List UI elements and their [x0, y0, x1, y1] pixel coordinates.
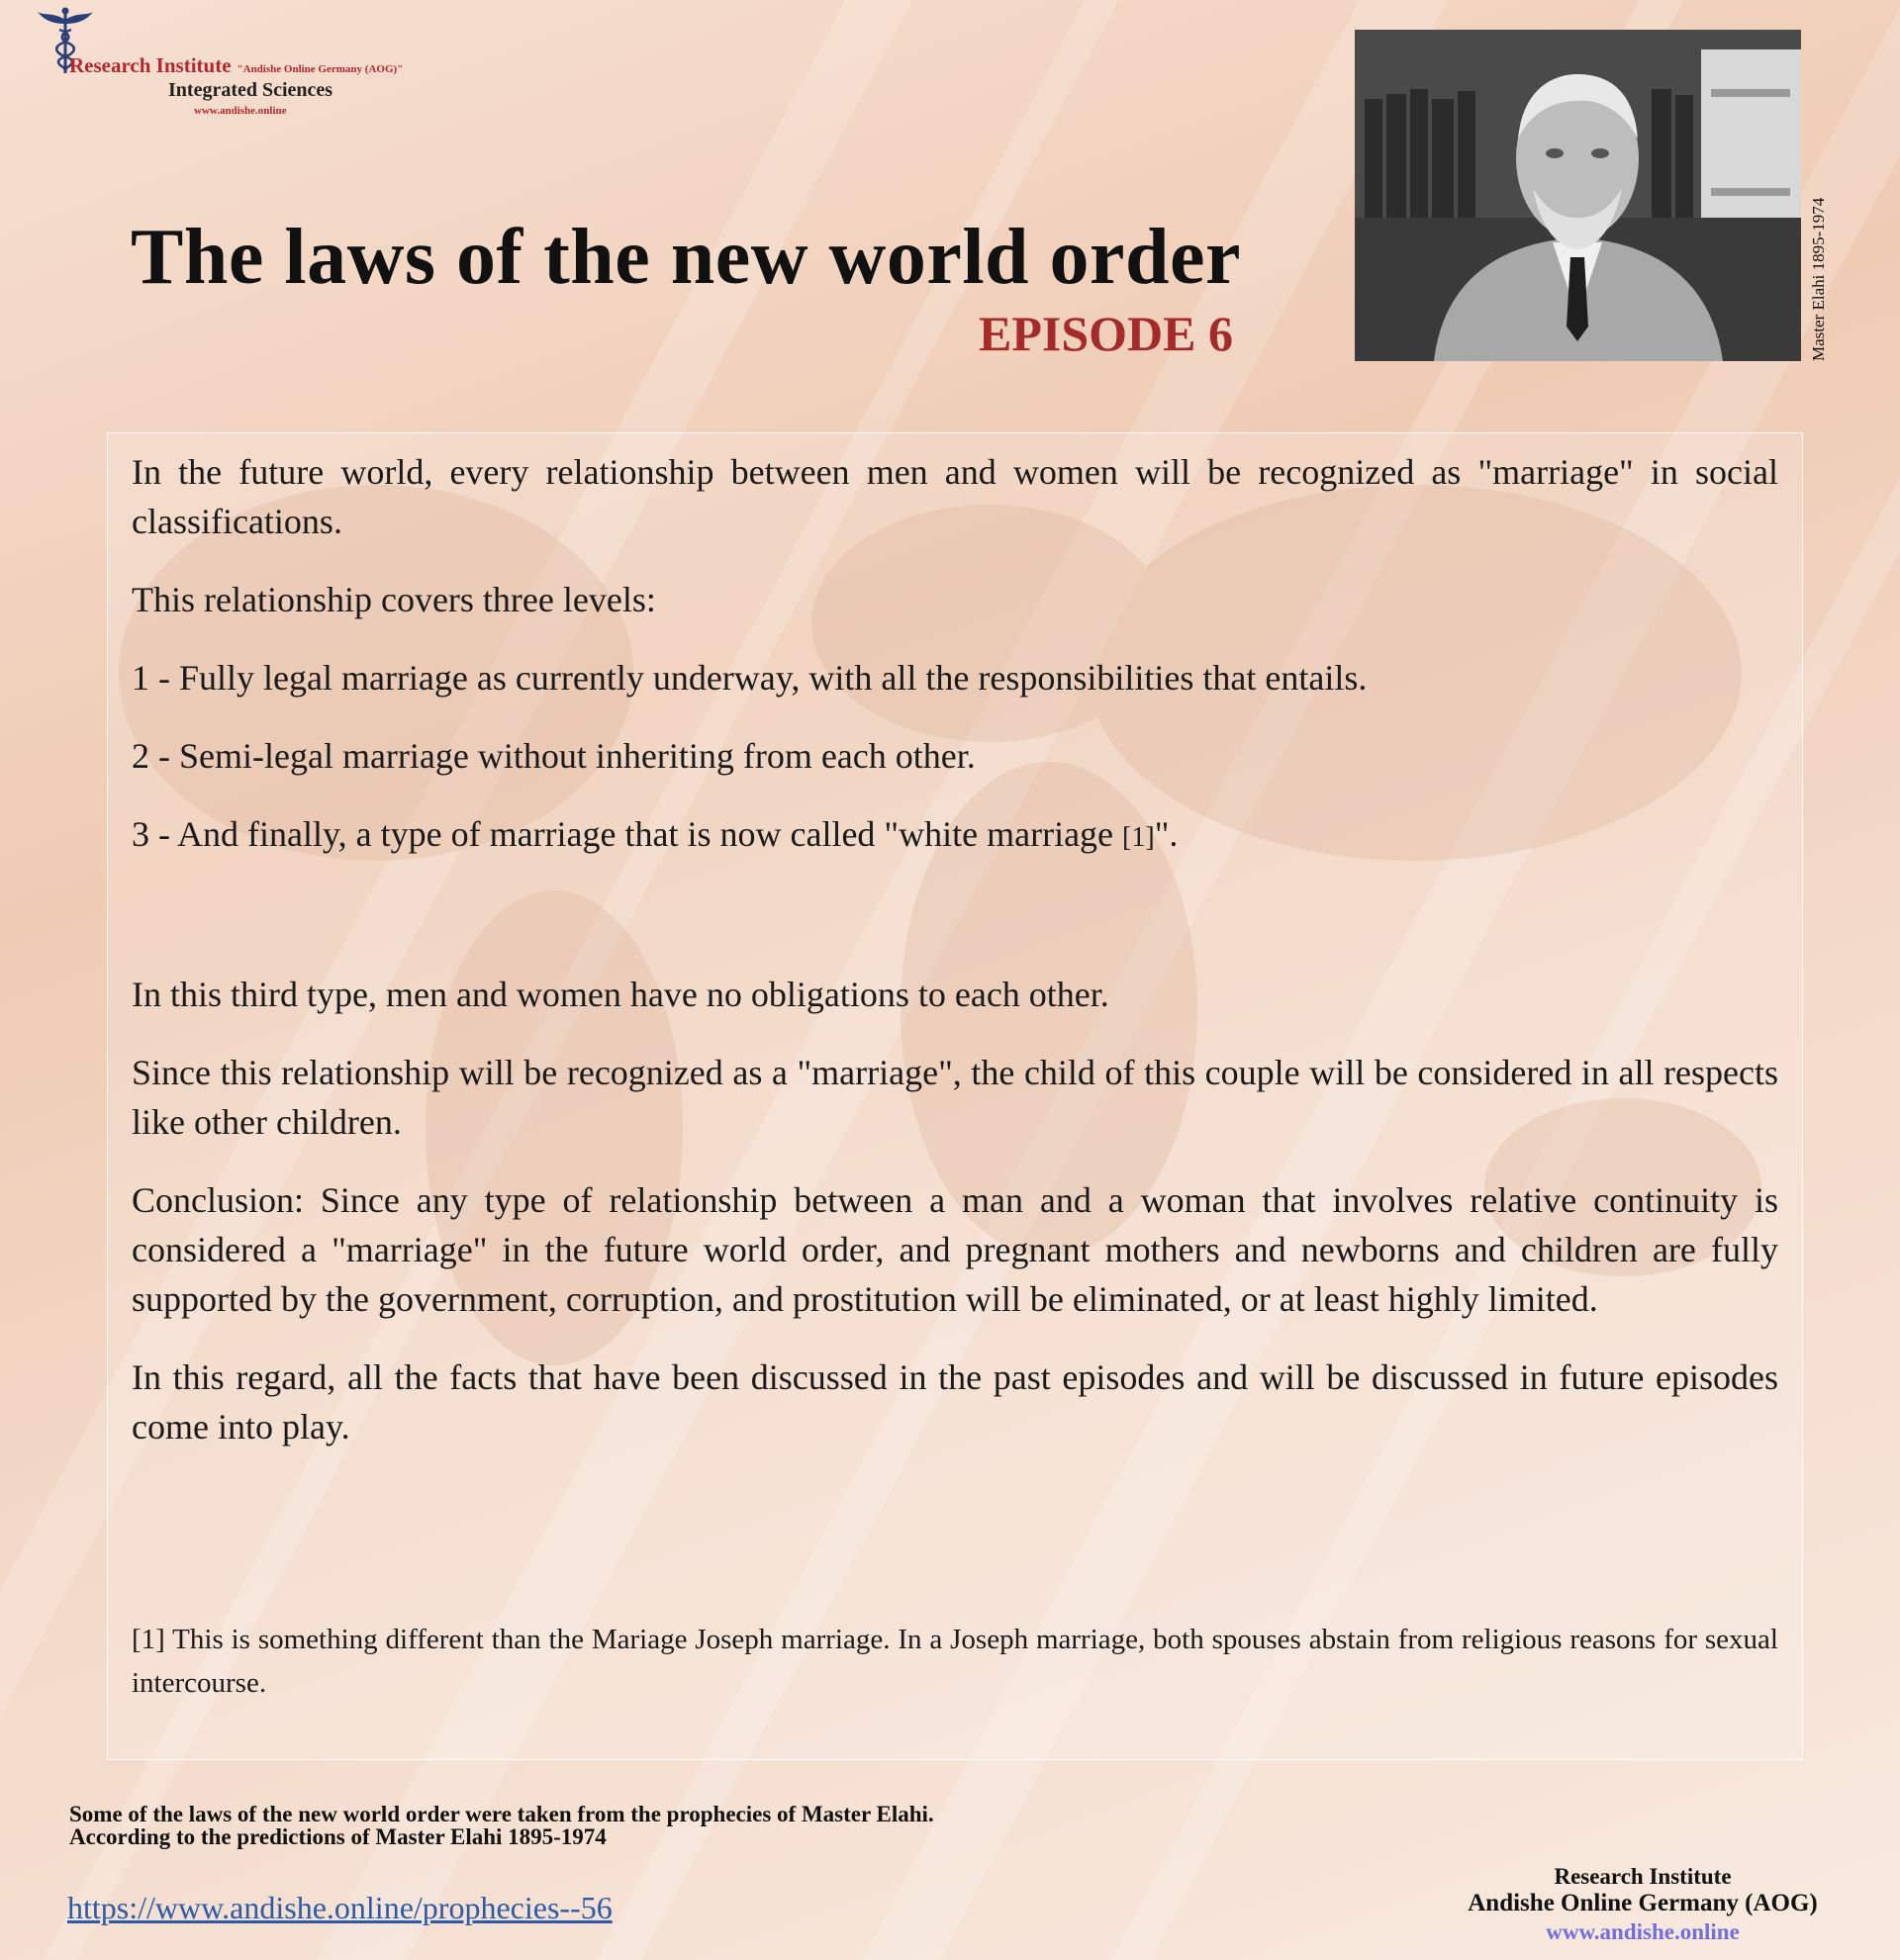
paragraph: Since this relationship will be recognized as a "marriage", the child of this couple will be considered in all respects like other children. [132, 1053, 1778, 1142]
portrait-caption: Master Elahi 1895-1974 [1809, 197, 1828, 361]
paragraph: This relationship covers three levels: [132, 580, 656, 619]
footer-institute-org: Andishe Online Germany (AOG) [1468, 1890, 1818, 1916]
paragraph-text: 3 - And finally, a type of marriage that is now called "white marriage [132, 814, 1123, 854]
paragraph: In this regard, all the facts that have been discussed in the past episodes and will be discussed in future episodes come into play. [132, 1357, 1778, 1447]
page-title: The laws of the new world order [131, 214, 1242, 301]
institute-subtitle: "Andishe Online Germany (AOG)" [237, 63, 404, 75]
institute-name: Research Institute [69, 53, 232, 77]
source-link[interactable]: https://www.andishe.online/prophecies--56 [67, 1890, 613, 1925]
paragraph: 2 - Semi-legal marriage without inheriting from each other. [132, 736, 976, 776]
institute-logo [36, 6, 511, 115]
paragraph: In this third type, men and women have no obligations to each other. [132, 975, 1109, 1014]
article-body [132, 447, 1778, 1480]
footnote-reference[interactable]: [1] [1122, 822, 1155, 853]
paragraph-text-end: ". [1154, 814, 1179, 854]
logo-website: www.andishe.online [194, 105, 287, 117]
source-note-line: Some of the laws of the new world order were taken from the prophecies of Master Elahi. [69, 1802, 934, 1826]
paragraph [132, 809, 1778, 863]
integrated-sciences: Integrated Sciences [168, 79, 333, 101]
source-note-line: According to the predictions of Master Elahi 1895-1974 [69, 1824, 607, 1849]
paragraph: 1 - Fully legal marriage as currently underway, with all the responsibilities that entails. [132, 658, 1368, 698]
content-box [107, 432, 1803, 1760]
paragraph: In the future world, every relationship between men and women will be recognized as "marriage" in social classifications. [132, 452, 1778, 541]
portrait-photo [1355, 30, 1801, 361]
episode-label: EPISODE 6 [978, 306, 1233, 361]
paragraph: Conclusion: Since any type of relationship between a man and a woman that involves relative continuity is considered a "marriage" in the future world order, and pregnant mothers and newborns and children are fully supported by the government, corruption, and prostitution will be eliminated, or at least highly limited. [132, 1180, 1778, 1319]
source-note [69, 1803, 934, 1848]
footnote: [1] This is something different than the Mariage Joseph marriage. In a Joseph marriage, both spouses abstain from religious reasons for sexual intercourse. [132, 1624, 1778, 1699]
footer-website[interactable]: www.andishe.online [1546, 1919, 1740, 1944]
footer-institute [1445, 1864, 1841, 1947]
footer-institute-name: Research Institute [1554, 1864, 1732, 1889]
